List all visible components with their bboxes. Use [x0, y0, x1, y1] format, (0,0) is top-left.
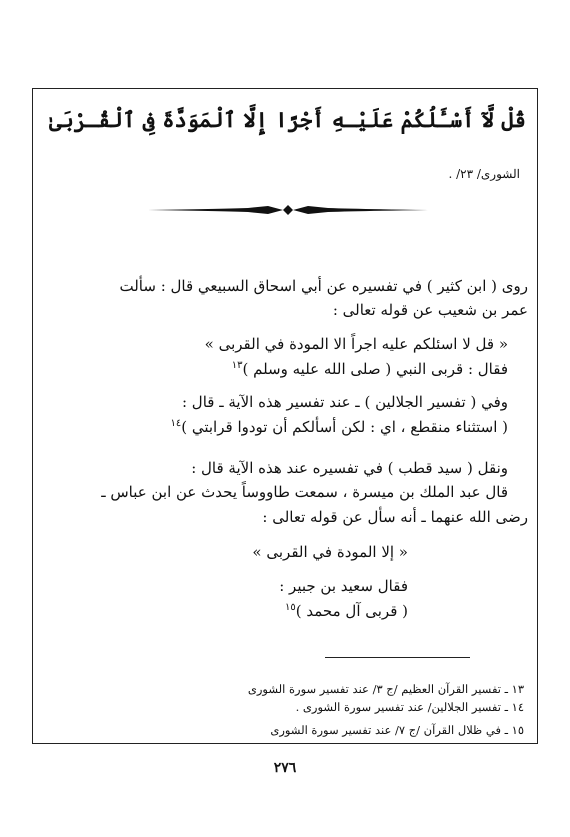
- footnote-13: ١٣ ـ تفسير القرآن العظيم /ج ٣/ عند تفسير سورة الشورى: [247, 682, 524, 696]
- verse-reference: الشورى/ ٢٣/ .: [448, 167, 520, 181]
- footnote-15: ١٥ ـ في ظلال القرآن /ج ٧/ عند تفسير سورة الشورى: [270, 723, 524, 737]
- quran-verse: قُلْ لَّآ أَسْـَٔلُكُمْ عَلَيْـهِ أَجْرًا إِلَّا ٱلْمَوَدَّةَ فِى ٱلْقُـرْبَىٰ: [49, 107, 526, 132]
- ornament-divider: [148, 200, 428, 220]
- paragraph-3: « قل لا اسئلكم عليه اجراً الا المودة في القربى »: [204, 335, 508, 353]
- paragraph-5: وفي ( تفسير الجلالين ) ـ عند تفسير هذه الآية ـ قال :: [181, 393, 508, 411]
- paragraph-12: ( قربى آل محمد )$^{١٥}$: [285, 602, 408, 620]
- footnote-separator: [325, 657, 470, 658]
- paragraph-2: عمر بن شعيب عن قوله تعالى :: [332, 301, 528, 319]
- paragraph-7: ونقل ( سيد قطب ) في تفسيره عند هذه الآية قال :: [191, 459, 508, 477]
- paragraph-1: روى ( ابن كثير ) في تفسيره عن أبي اسحاق السبيعي قال : سألت: [119, 277, 528, 295]
- footnote-14: ١٤ ـ تفسير الجلالين/ عند تفسير سورة الشورى .: [295, 700, 524, 714]
- paragraph-8: قال عبد الملك بن ميسرة ، سمعت طاووساً يحدث عن ابن عباس ـ: [101, 483, 508, 501]
- paragraph-6: ( استثناء منقطع ، اي : لكن أسألكم أن تودوا قرابتي )$^{١٤}$: [170, 418, 508, 436]
- page-number: ٢٧٦: [273, 760, 297, 776]
- paragraph-11: فقال سعيد بن جبير :: [279, 577, 408, 595]
- paragraph-10: « إلا المودة في القربى »: [252, 543, 408, 561]
- paragraph-9: رضى الله عنهما ـ أنه سأل عن قوله تعالى :: [262, 508, 528, 526]
- paragraph-4: فقال : قربى النبي ( صلى الله عليه وسلم )$^{١٣}$: [231, 360, 508, 378]
